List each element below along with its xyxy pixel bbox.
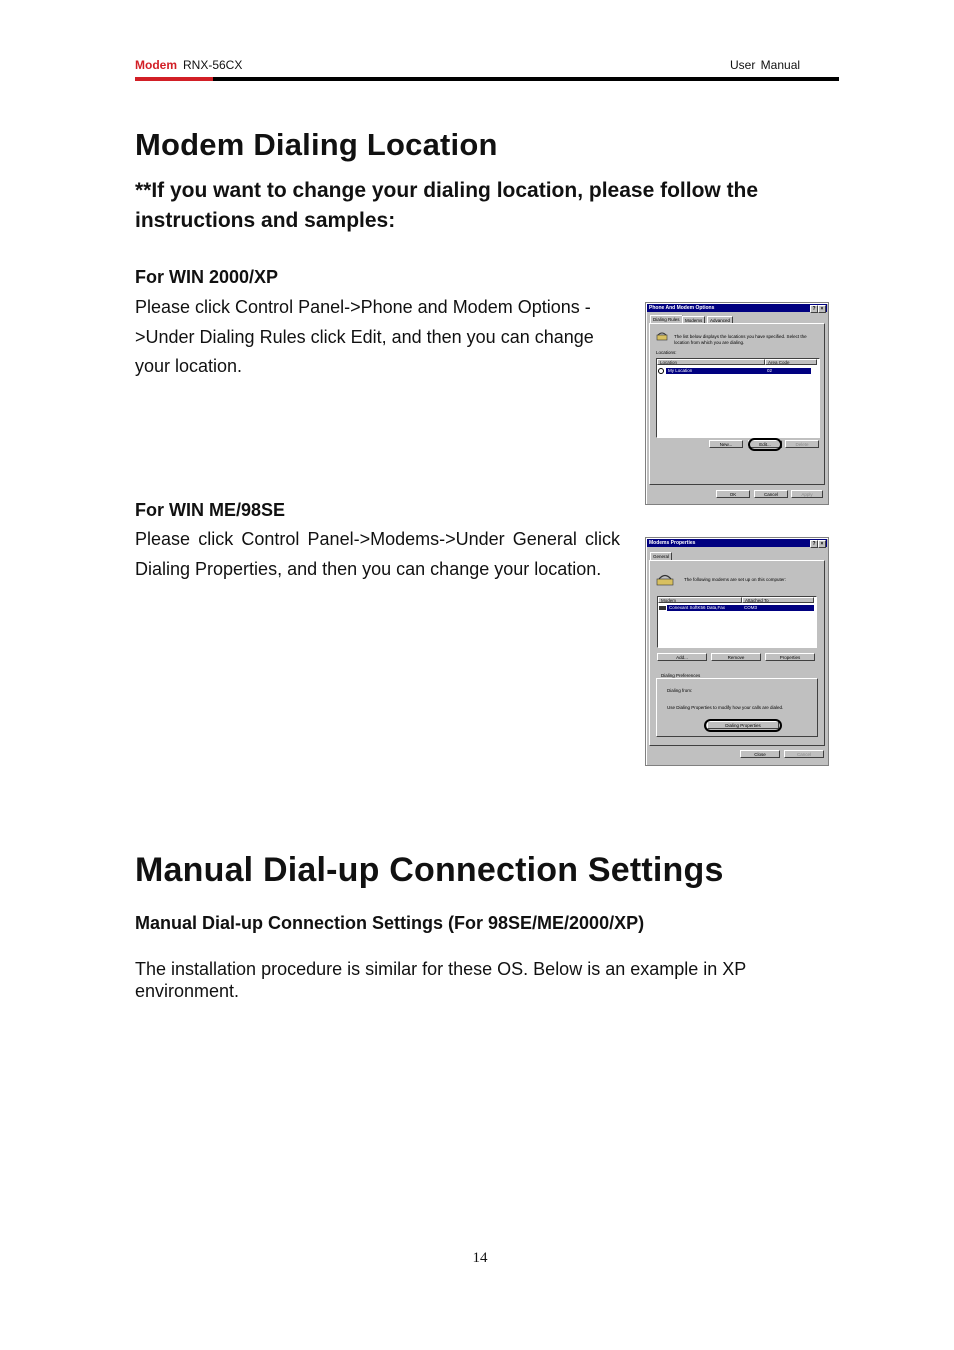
winme-heading: For WIN ME/98SE: [135, 500, 286, 520]
tab-modems: Modems: [682, 316, 705, 324]
phone-modem-options-screenshot: [645, 302, 829, 505]
modem-port: COM3: [744, 605, 758, 610]
dialog2-description: The following modems are set up on this computer:: [684, 577, 787, 582]
ok-button[interactable]: OK: [716, 490, 750, 498]
column-modem: Modem: [658, 597, 742, 603]
section-lead: **If you want to change your dialing location, please follow the instructions and samples:: [135, 179, 759, 232]
dialog2-titlebar: [647, 539, 827, 547]
modems-list[interactable]: [657, 596, 817, 648]
dialing-hint: Use Dialing Properties to modify how your calls are dialed.: [667, 705, 784, 710]
cancel-button[interactable]: Cancel: [754, 490, 788, 498]
dialing-from-label: Dialing from:: [667, 688, 693, 693]
modem-small-icon: [659, 606, 666, 610]
brand-name: Modem: [135, 58, 177, 72]
dialing-properties-button[interactable]: Dialing Properties: [707, 721, 779, 729]
header-rule: [135, 77, 839, 81]
column-attached-to: Attached To: [742, 597, 814, 603]
section-title-dialing-location: Modem Dialing Location: [135, 127, 498, 162]
column-location: Location: [657, 359, 765, 365]
model-name: RNX-56CX: [183, 58, 243, 72]
modem-name: Conexant SoftK56 Data,Fax: [669, 605, 726, 610]
manual-dialup-text: The installation procedure is similar for these OS. Below is an example in XP environment.: [135, 959, 746, 1001]
header-doc-type: User Manual: [730, 58, 801, 72]
win2000-instructions: Please click Control Panel->Phone and Modem Options ->Under Dialing Rules click Edit, and then you can change your location.: [135, 297, 594, 376]
location-check-icon: [658, 368, 664, 374]
location-area-code: 02: [767, 368, 773, 373]
locations-label: Locations:: [656, 350, 677, 355]
add-button[interactable]: Add...: [657, 653, 707, 661]
delete-button[interactable]: Delete: [785, 440, 819, 448]
edit-highlight-circle: [748, 438, 782, 451]
properties-button[interactable]: Properties: [765, 653, 815, 661]
modem-row[interactable]: [667, 605, 814, 611]
column-area-code: Area Code: [765, 359, 817, 365]
help-icon: ?: [810, 540, 818, 548]
header-rule-accent: [135, 77, 213, 81]
dialog1-title: Phone And Modem Options: [649, 305, 715, 311]
win2000-heading: For WIN 2000/XP: [135, 267, 279, 287]
location-name: My Location: [668, 368, 693, 373]
new-button[interactable]: New...: [709, 440, 743, 448]
phone-icon: [656, 331, 668, 341]
manual-dialup-subtitle: Manual Dial-up Connection Settings (For 98SE/ME/2000/XP): [135, 913, 645, 933]
cancel-button[interactable]: Cancel: [784, 750, 824, 758]
modems-properties-screenshot: [645, 537, 829, 766]
close-icon: ×: [818, 540, 826, 548]
close-button[interactable]: Close: [740, 750, 780, 758]
tab-general: General: [650, 552, 672, 560]
help-icon: ?: [810, 305, 818, 313]
dialing-preferences-label: Dialing Preferences: [661, 673, 701, 678]
winme-instructions: Please click Control Panel->Modems->Under General click Dialing Properties, and then you can change your location.: [135, 529, 620, 579]
apply-button[interactable]: Apply: [791, 490, 823, 498]
page-number: 14: [472, 1250, 488, 1266]
dialog2-title: Modems Properties: [649, 540, 696, 546]
modem-icon: [656, 572, 674, 586]
header-brand: [135, 58, 242, 72]
dialing-properties-highlight-circle: [704, 719, 782, 732]
dialog1-titlebar: [647, 304, 827, 312]
close-icon: ×: [818, 305, 826, 313]
tab-advanced: Advanced: [707, 316, 733, 324]
remove-button[interactable]: Remove: [711, 653, 761, 661]
dialog1-description: The list below displays the locations you have specified. Select the location from which you are dialing.: [674, 334, 807, 345]
location-row[interactable]: [666, 368, 811, 374]
locations-list[interactable]: [656, 358, 820, 438]
section-title-manual-dialup: Manual Dial-up Connection Settings: [135, 851, 724, 889]
tab-dialing-rules: Dialing Rules: [650, 315, 683, 323]
edit-button[interactable]: Edit...: [748, 440, 782, 448]
